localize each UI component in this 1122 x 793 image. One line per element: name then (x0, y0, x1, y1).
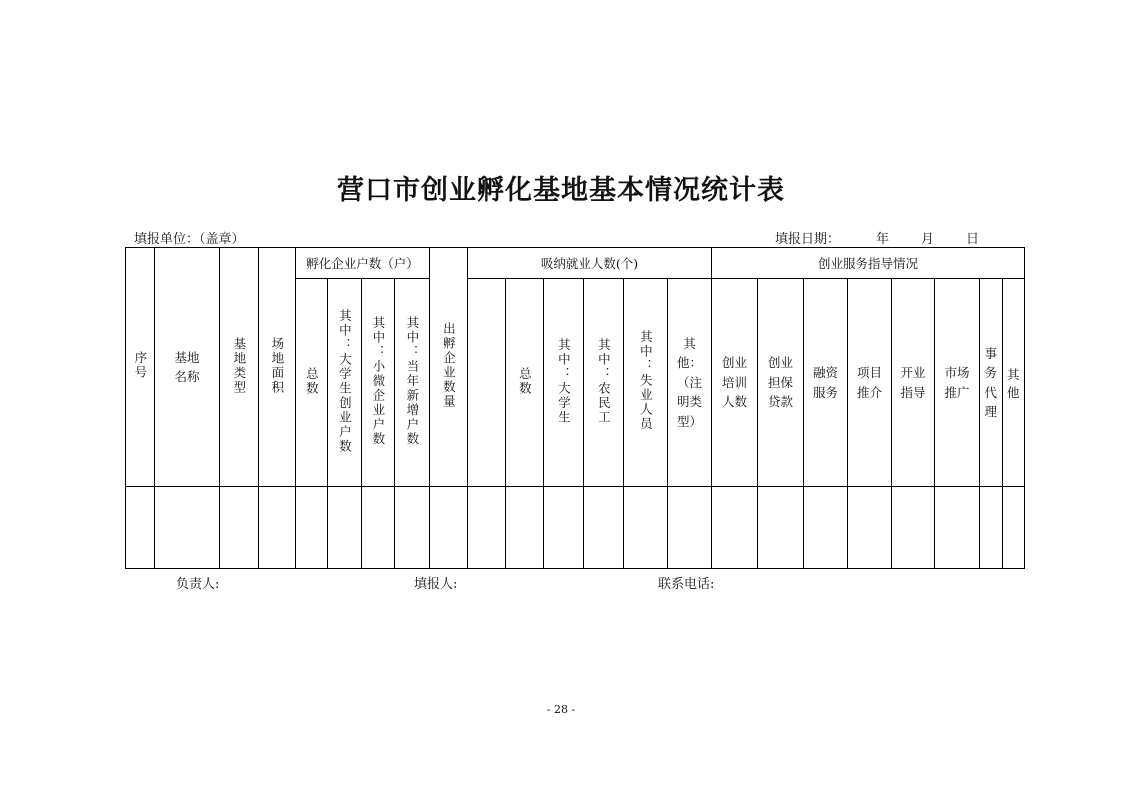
fill-unit-label: 填报单位：（盖章） (134, 232, 245, 247)
cell-inc-total (296, 487, 328, 569)
cell-svc-agency (980, 487, 1002, 569)
header-seq: 序号 (126, 248, 155, 487)
header-emp-unemployed: 其中：失业人员 (624, 279, 668, 487)
date-day: 日 (966, 232, 980, 247)
cell-svc-project (848, 487, 892, 569)
cell-inc-new (395, 487, 430, 569)
header-emp-college: 其中：大学生 (544, 279, 584, 487)
cell-inc-college (328, 487, 362, 569)
cell-emp-migrant (584, 487, 624, 569)
date-month: 月 (921, 232, 935, 247)
cell-svc-finance (804, 487, 848, 569)
fill-date (775, 228, 997, 247)
header-inc-new: 其中：当年新增户数 (395, 279, 430, 487)
statistics-table (125, 247, 1025, 569)
cell-svc-loans (758, 487, 804, 569)
cell-emp-college (544, 487, 584, 569)
header-svc-training: 创业 培训 人数 (712, 279, 758, 487)
header-graduated-count: 出孵企业数量 (430, 248, 468, 487)
header-inc-college: 其中：大学生创业户数 (328, 279, 362, 487)
header-employment-group: 吸纳就业人数(个) (468, 248, 712, 279)
header-svc-loans: 创业 担保 贷款 (758, 279, 804, 487)
page-title: 营口市创业孵化基地基本情况统计表 (337, 175, 785, 206)
header-emp-migrant: 其中：农民工 (584, 279, 624, 487)
table-row (126, 487, 1025, 569)
cell-base-type (220, 487, 259, 569)
header-base-type: 基地类型 (220, 248, 259, 487)
header-svc-agency: 事务 代理 (980, 279, 1002, 487)
header-inc-micro: 其中：小微企业户数 (362, 279, 395, 487)
header-svc-guidance: 开业 指导 (892, 279, 935, 487)
header-svc-finance: 融资 服务 (804, 279, 848, 487)
header-svc-other: 其他 (1002, 279, 1024, 487)
cell-emp-total (506, 487, 544, 569)
header-incubated-group: 孵化企业户数（户） (296, 248, 430, 279)
header-services-group: 创业服务指导情况 (712, 248, 1025, 279)
footer-filler: 填报人: (414, 577, 458, 592)
date-year: 年 (876, 232, 890, 247)
footer-responsible: 负责人: (176, 577, 220, 592)
cell-svc-training (712, 487, 758, 569)
cell-inc-micro (362, 487, 395, 569)
cell-emp-other (668, 487, 712, 569)
cell-svc-market (935, 487, 980, 569)
header-emp-spacer (468, 279, 506, 487)
header-base-name: 基地名称 (155, 248, 220, 487)
cell-site-area (259, 487, 296, 569)
header-emp-other: 其他：（注明类型） (668, 279, 712, 487)
header-site-area: 场地面积 (259, 248, 296, 487)
cell-emp-spacer (468, 487, 506, 569)
header-inc-total: 总数 (296, 279, 328, 487)
cell-emp-unemployed (624, 487, 668, 569)
header-emp-total: 总数 (506, 279, 544, 487)
header-svc-project: 项目 推介 (848, 279, 892, 487)
fill-date-label: 填报日期： (775, 232, 841, 247)
cell-svc-guidance (892, 487, 935, 569)
cell-graduated (430, 487, 468, 569)
page-number: - 28 - (546, 703, 576, 716)
header-svc-market: 市场 推广 (935, 279, 980, 487)
footer-phone: 联系电话: (658, 577, 715, 592)
cell-svc-other (1002, 487, 1024, 569)
cell-seq (126, 487, 155, 569)
cell-base-name (155, 487, 220, 569)
